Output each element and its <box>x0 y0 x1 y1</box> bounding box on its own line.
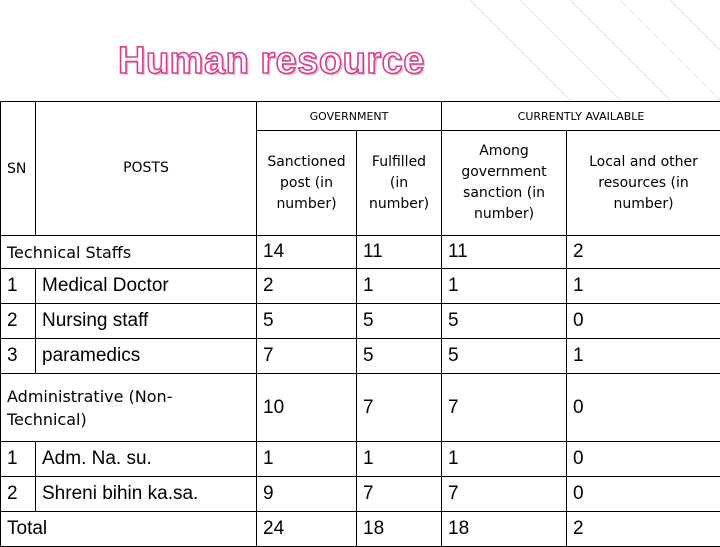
table-row <box>1 477 720 512</box>
header-currently-available: CURRENTLY AVAILABLE <box>442 102 720 131</box>
row-sn: 1 <box>1 269 36 304</box>
sanctioned-value: 1 <box>257 442 357 477</box>
among-government-value: 1 <box>442 269 567 304</box>
local-other-value: 0 <box>567 477 720 512</box>
local-other-value: 2 <box>567 512 720 547</box>
sanctioned-value: 7 <box>257 339 357 374</box>
fulfilled-value: 11 <box>357 236 442 269</box>
table-row <box>1 269 720 304</box>
sanctioned-value: 5 <box>257 304 357 339</box>
sanctioned-value: 24 <box>257 512 357 547</box>
header-sanctioned: Sanctioned post (in number) <box>257 131 357 236</box>
fulfilled-value: 1 <box>357 442 442 477</box>
among-government-value: 7 <box>442 374 567 442</box>
row-post: paramedics <box>36 339 257 374</box>
table-row <box>1 374 720 442</box>
row-post: Medical Doctor <box>36 269 257 304</box>
row-sn: 2 <box>1 304 36 339</box>
row-sn: 1 <box>1 442 36 477</box>
row-post: Shreni bihin ka.sa. <box>36 477 257 512</box>
human-resource-table <box>0 101 720 547</box>
among-government-value: 1 <box>442 442 567 477</box>
header-among-government: Among government sanction (in number) <box>442 131 567 236</box>
sanctioned-value: 14 <box>257 236 357 269</box>
fulfilled-value: 1 <box>357 269 442 304</box>
table-row <box>1 236 720 269</box>
fulfilled-value: 5 <box>357 339 442 374</box>
among-government-value: 5 <box>442 339 567 374</box>
row-post: Nursing staff <box>36 304 257 339</box>
table-row <box>1 339 720 374</box>
page-title: Human resource <box>118 40 425 83</box>
header-row-groups <box>1 102 720 131</box>
fulfilled-value: 5 <box>357 304 442 339</box>
sanctioned-value: 9 <box>257 477 357 512</box>
among-government-value: 7 <box>442 477 567 512</box>
local-other-value: 0 <box>567 304 720 339</box>
among-government-value: 11 <box>442 236 567 269</box>
among-government-value: 18 <box>442 512 567 547</box>
table-row <box>1 304 720 339</box>
row-sn: 3 <box>1 339 36 374</box>
header-local-other: Local and other resources (in number) <box>567 131 720 236</box>
local-other-value: 1 <box>567 269 720 304</box>
row-post: Adm. Na. su. <box>36 442 257 477</box>
local-other-value: 0 <box>567 442 720 477</box>
category-label: Technical Staffs <box>1 236 257 269</box>
sanctioned-value: 2 <box>257 269 357 304</box>
among-government-value: 5 <box>442 304 567 339</box>
table-row <box>1 512 720 547</box>
local-other-value: 0 <box>567 374 720 442</box>
header-sn: SN <box>1 102 36 236</box>
fulfilled-value: 18 <box>357 512 442 547</box>
category-label: Administrative (Non-Technical) <box>1 374 257 442</box>
header-government: GOVERNMENT <box>257 102 442 131</box>
local-other-value: 2 <box>567 236 720 269</box>
header-fulfilled: Fulfilled (in number) <box>357 131 442 236</box>
fulfilled-value: 7 <box>357 477 442 512</box>
local-other-value: 1 <box>567 339 720 374</box>
table-row <box>1 442 720 477</box>
row-sn: 2 <box>1 477 36 512</box>
fulfilled-value: 7 <box>357 374 442 442</box>
header-posts: POSTS <box>36 102 257 236</box>
sanctioned-value: 10 <box>257 374 357 442</box>
total-label: Total <box>1 512 257 547</box>
